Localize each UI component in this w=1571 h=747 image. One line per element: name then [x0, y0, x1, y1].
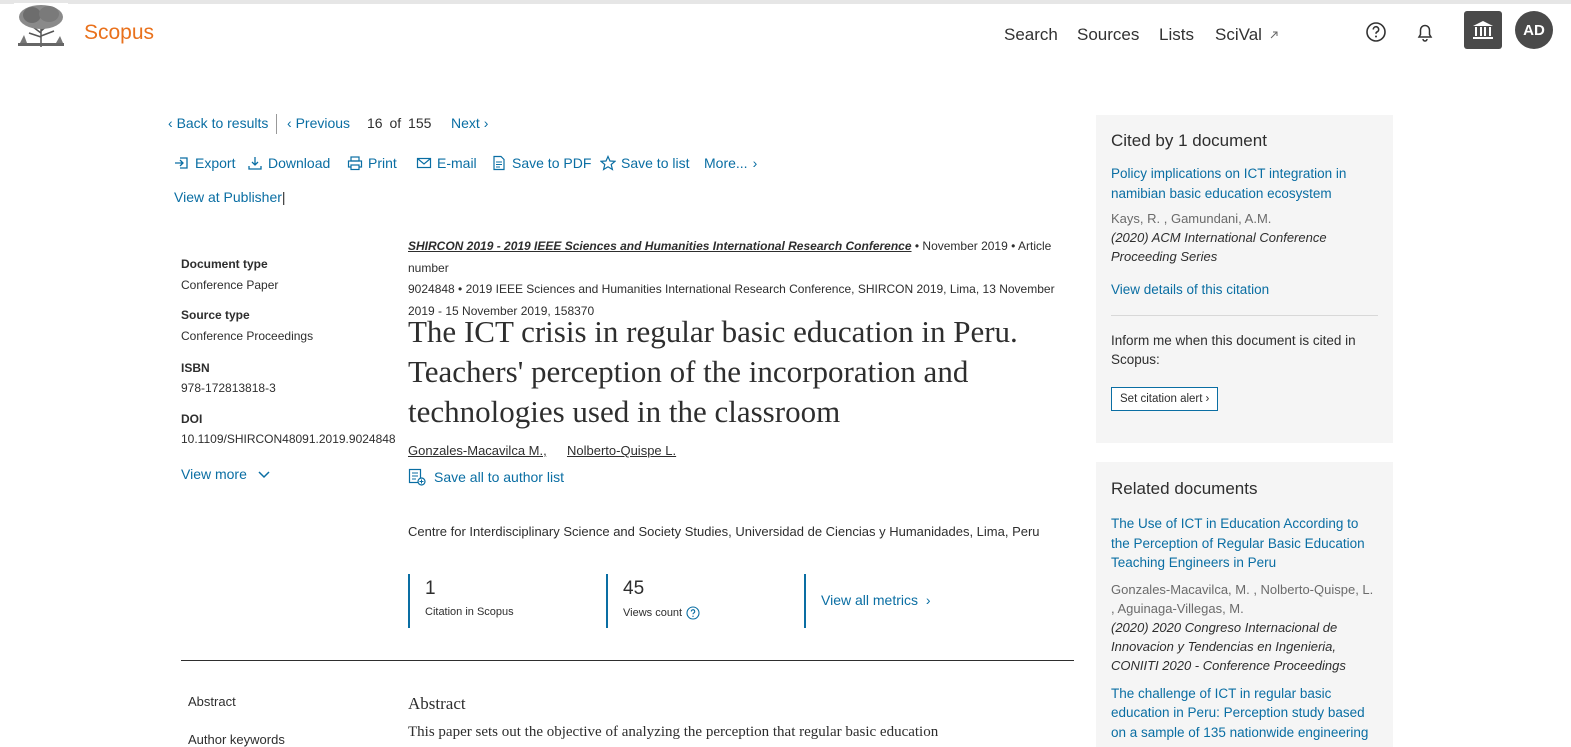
author-link-1[interactable]: Gonzales-Macavilca M., [408, 443, 547, 458]
doi-value: 10.1109/SHIRCON48091.2019.9024848 [181, 432, 396, 446]
views-count-label: Views count [623, 607, 683, 619]
printer-icon [347, 155, 363, 171]
email-icon [416, 155, 432, 171]
views-count-row [623, 606, 786, 620]
section-divider [181, 660, 1074, 661]
views-metric [606, 574, 786, 628]
email-label: E-mail [437, 155, 477, 171]
view-all-metrics-label: View all metrics [821, 592, 918, 608]
document-title: The ICT crisis in regular basic education in Peru. Teachers' perception of the incorporation and technologies used in the classroom [408, 314, 1018, 429]
scopus-brand[interactable]: Scopus [84, 21, 155, 44]
views-count: 45 [623, 578, 645, 599]
result-position [367, 115, 431, 131]
sidenav-abstract[interactable]: Abstract [188, 694, 236, 709]
citation-metric [408, 574, 588, 628]
total-count: 155 [408, 115, 432, 131]
panel-divider [1111, 315, 1378, 316]
nav-scival[interactable] [1215, 25, 1279, 45]
save-to-list-label: Save to list [621, 155, 690, 171]
current-index: 16 [367, 115, 383, 131]
author-link-2[interactable]: Nolberto-Quispe L. [567, 443, 677, 458]
related-doc-title-link-2[interactable]: The challenge of ICT in regular basic education in Peru: Perception study based on a sample of 135 nationwide engineering [1111, 685, 1369, 740]
save-all-to-author-list-button[interactable] [408, 468, 564, 486]
affiliation: Centre for Interdisciplinary Science and Society Studies, Universidad de Ciencias y Humanidades, Lima, Peru [408, 524, 1040, 539]
save-to-list-button[interactable] [600, 155, 689, 171]
source-title-link[interactable]: SHIRCON 2019 - 2019 IEEE Sciences and Humanities International Research Conference [408, 239, 912, 253]
related-doc-title-link-1[interactable]: The Use of ICT in Education According to the Perception of Regular Basic Education Teaching Engineers in Peru [1111, 516, 1365, 570]
isbn-value: 978-172813818-3 [181, 381, 276, 395]
chevron-right-icon: › [1205, 392, 1210, 405]
source-info [408, 236, 1068, 322]
of-label: of [389, 115, 402, 131]
nav-sources[interactable]: Sources [1077, 25, 1140, 44]
view-at-publisher-label: View at Publisher [174, 189, 282, 205]
cited-by-heading: Cited by 1 document [1111, 131, 1267, 150]
institution-icon [1472, 20, 1494, 40]
help-icon[interactable] [1365, 21, 1387, 43]
chevron-left-icon: ‹ [287, 115, 292, 131]
save-all-to-author-list-label: Save all to author list [434, 469, 564, 485]
nav-scival-label: SciVal [1215, 25, 1262, 44]
author-list-icon [408, 468, 426, 486]
source-info-line-3: 2019 - 15 November 2019, 158370 [408, 303, 595, 318]
nav-lists[interactable]: Lists [1159, 25, 1194, 44]
related-documents-heading: Related documents [1111, 479, 1258, 498]
back-to-results-link[interactable] [168, 115, 268, 131]
next-link[interactable] [451, 115, 488, 131]
email-button[interactable] [416, 155, 477, 171]
source-type-label: Source type [181, 308, 250, 322]
view-citation-details-link[interactable]: View details of this citation [1111, 282, 1270, 297]
related-doc-authors-1: Gonzales-Macavilca, M. , Nolberto-Quispe, L. , Aguinaga-Villegas, M. [1111, 581, 1374, 616]
source-info-line-1: • November 2019 • Article number [408, 239, 1052, 275]
download-button[interactable] [247, 155, 330, 171]
more-label: More... [704, 155, 748, 171]
isbn-label: ISBN [181, 361, 210, 375]
chevron-down-icon [257, 469, 271, 479]
view-at-publisher-link[interactable] [174, 189, 286, 205]
previous-label: Previous [295, 115, 351, 131]
nav-separator [276, 114, 277, 134]
help-icon[interactable] [686, 606, 700, 620]
source-type-value: Conference Proceedings [181, 329, 314, 343]
next-label: Next [451, 115, 480, 131]
more-button[interactable] [704, 155, 757, 171]
set-citation-alert-button[interactable] [1111, 387, 1218, 411]
institution-button[interactable] [1464, 11, 1502, 49]
chevron-left-icon: ‹ [168, 115, 173, 131]
abstract-text: This paper sets out the objective of analyzing the perception that regular basic education [408, 724, 939, 740]
print-button[interactable] [347, 155, 397, 171]
doi-label: DOI [181, 412, 203, 426]
cited-doc-authors: Kays, R. , Gamundani, A.M. [1111, 211, 1272, 226]
document-type-label: Document type [181, 257, 268, 271]
view-more-button[interactable] [181, 466, 271, 482]
star-icon [600, 155, 616, 171]
export-button[interactable] [174, 155, 235, 171]
top-border [0, 0, 1571, 4]
nav-search[interactable]: Search [1004, 25, 1058, 44]
citation-count: 1 [425, 578, 436, 599]
elsevier-logo-icon[interactable] [14, 3, 68, 49]
print-label: Print [368, 155, 397, 171]
save-to-pdf-label: Save to PDF [512, 155, 592, 171]
view-more-label: View more [181, 466, 247, 482]
document-type-value: Conference Paper [181, 278, 279, 292]
view-all-metrics-block [804, 574, 1004, 628]
cited-doc-source: (2020) ACM International Conference Proceeding Series [1111, 230, 1327, 264]
source-info-line-2: 9024848 • 2019 IEEE Sciences and Humanities International Research Conference, SHIRCON 2019, Lima, 13 November [408, 282, 1055, 296]
related-documents-panel [1096, 462, 1393, 747]
view-all-metrics-link[interactable] [821, 592, 1004, 608]
chevron-right-icon: › [925, 592, 931, 608]
set-citation-alert-label: Set citation alert [1120, 392, 1203, 405]
back-to-results-label: Back to results [176, 115, 269, 131]
previous-link[interactable] [287, 115, 350, 131]
cited-by-panel [1096, 115, 1393, 443]
external-link-icon [1269, 30, 1279, 40]
download-label: Download [268, 155, 331, 171]
bell-icon[interactable] [1414, 21, 1436, 43]
pdf-icon [491, 155, 507, 171]
save-to-pdf-button[interactable] [491, 155, 591, 171]
related-doc-source-1: (2020) 2020 Congreso Internacional de Innovacion y Tendencias en Ingenieria, CONIITI 2020 - Conference Proceedings [1111, 619, 1346, 673]
cited-doc-title-link[interactable]: Policy implications on ICT integration in namibian basic education ecosystem [1111, 166, 1347, 201]
export-icon [174, 155, 190, 171]
citation-count-label: Citation in Scopus [425, 606, 514, 618]
download-icon [247, 155, 263, 171]
user-avatar[interactable]: AD [1515, 11, 1553, 49]
text-cursor: | [281, 189, 286, 205]
sidenav-author-keywords[interactable]: Author keywords [188, 732, 285, 747]
chevron-right-icon: › [483, 115, 489, 131]
abstract-heading: Abstract [408, 694, 466, 713]
citation-alert-prompt: Inform me when this document is cited in Scopus: [1111, 332, 1356, 367]
export-label: Export [195, 155, 236, 171]
chevron-right-icon: › [752, 155, 758, 171]
